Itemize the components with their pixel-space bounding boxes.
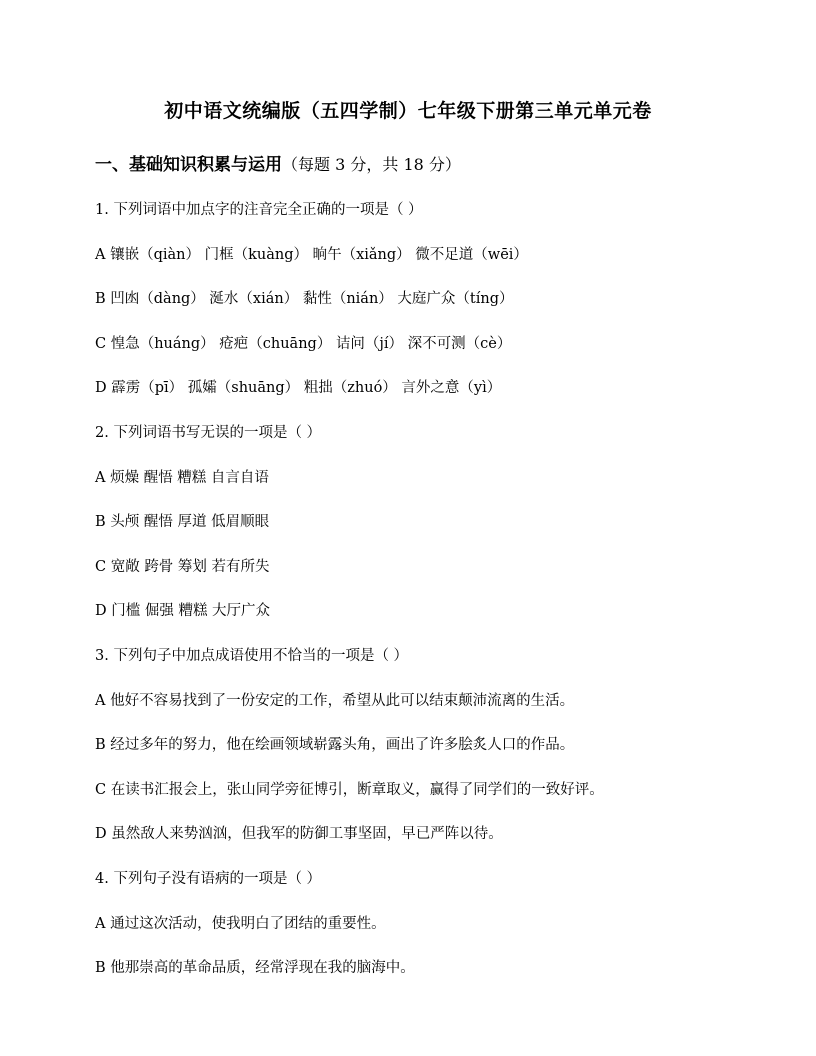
document-title: 初中语文统编版（五四学制）七年级下册第三单元单元卷 (164, 100, 652, 122)
question-list (95, 201, 775, 1004)
question-3-option-c: C 在读书汇报会上，张山同学旁征博引，断章取义，赢得了同学们的一致好评。 (95, 781, 604, 798)
question-1-option-a: A 镶嵌（qiàn） 门框（kuàng） 晌午（xiǎng） 微不足道（wēi） (95, 246, 528, 263)
section-heading (95, 150, 461, 175)
question-1-stem: 1. 下列词语中加点字的注音完全正确的一项是（ ） (95, 202, 423, 218)
question-1-option-b: B 凹凼（dàng） 涎水（xián） 黏性（nián） 大庭广众（tíng） (95, 291, 514, 308)
question-2-option-b: B 头颅 醒悟 厚道 低眉顺眼 (95, 514, 270, 531)
question-3-option-d: D 虽然敌人来势汹汹，但我军的防御工事坚固，早已严阵以待。 (95, 826, 503, 843)
question-4-stem: 4. 下列句子没有语病的一项是（ ） (95, 870, 322, 887)
question-3-option-b: B 经过多年的努力，他在绘画领域崭露头角，画出了许多脍炙人口的作品。 (95, 737, 575, 754)
question-3-stem: 3. 下列句子中加点成语使用不恰当的一项是（ ） (95, 647, 409, 664)
question-2-option-d: D 门槛 倔强 糟糕 大厅广众 (95, 603, 271, 620)
question-2-option-c: C 宽敞 跨骨 筹划 若有所失 (95, 558, 270, 575)
question-4-option-b: B 他那崇高的革命品质，经常浮现在我的脑海中。 (95, 960, 415, 977)
question-4-option-a: A 通过这次活动，使我明白了团结的重要性。 (95, 915, 386, 932)
section-heading-text: 一、基础知识积累与运用 (95, 155, 282, 175)
section-score-note: （每题 3 分，共 18 分） (282, 155, 461, 174)
question-2-option-a: A 烦燥 醒悟 糟糕 自言自语 (95, 469, 269, 486)
question-1-option-c: C 惶急（huáng） 疮疤（chuāng） 诘问（jí） 深不可测（cè） (95, 335, 512, 352)
question-1-option-d: D 霹雳（pī） 孤孀（shuāng） 粗拙（zhuó） 言外之意（yì） (95, 380, 502, 397)
question-2-stem: 2. 下列词语书写无误的一项是（ ） (95, 424, 322, 441)
question-3-option-a: A 他好不容易找到了一份安定的工作，希望从此可以结束颠沛流离的生活。 (95, 692, 575, 709)
